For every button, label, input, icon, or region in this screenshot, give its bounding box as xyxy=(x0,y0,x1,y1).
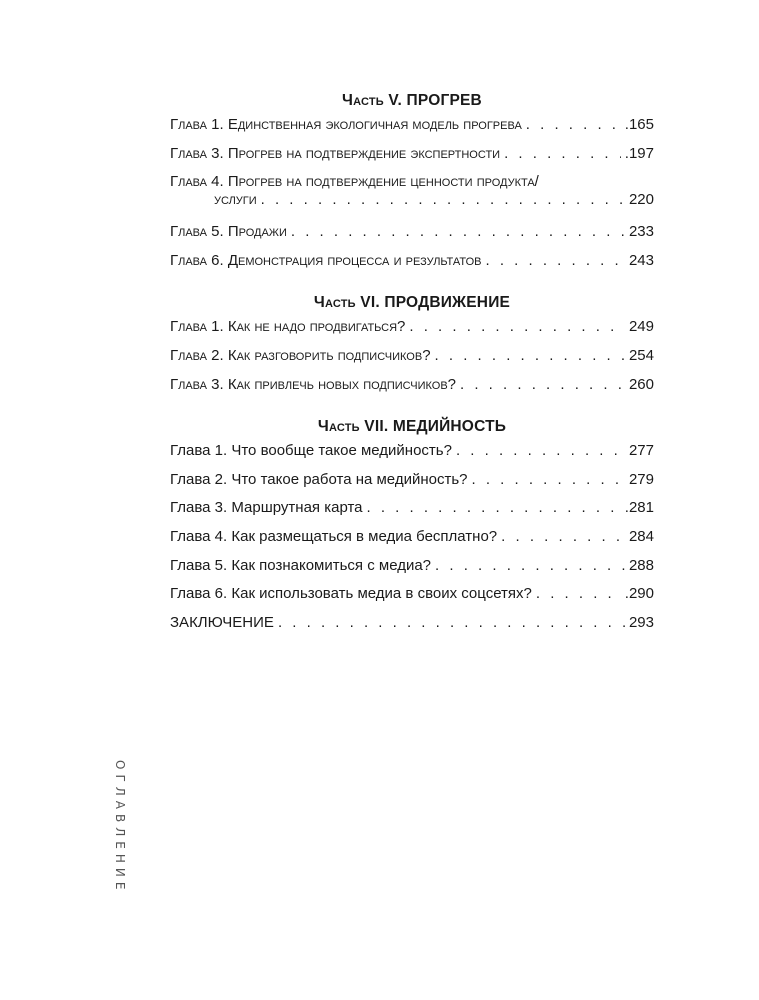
page-number: 279 xyxy=(628,470,654,488)
page-number: .281 xyxy=(624,499,654,517)
dot-leader xyxy=(456,442,625,460)
running-head: ОГЛАВЛЕНИЕ xyxy=(113,760,127,895)
toc-entry[interactable] xyxy=(170,173,654,223)
dot-leader xyxy=(486,252,625,270)
page-number: 293 xyxy=(628,613,654,631)
part-title: VII. МЕДИЙНОСТЬ xyxy=(364,418,507,436)
entry-label: Глава 2. Как разговорить подписчиков? xyxy=(170,346,431,364)
page-number: 277 xyxy=(628,442,654,460)
part-title: VI. ПРОДВИЖЕНИЕ xyxy=(360,294,511,312)
part-title: V. ПРОГРЕВ xyxy=(388,92,482,109)
dot-leader xyxy=(536,585,621,603)
toc-entry[interactable] xyxy=(170,252,654,281)
toc-entry[interactable] xyxy=(170,223,654,252)
part-heading-vii xyxy=(170,416,654,438)
toc-entry[interactable] xyxy=(170,528,654,557)
entry-label-line2: услуги xyxy=(214,191,257,209)
page-number: 220 xyxy=(628,191,654,209)
toc-entry[interactable] xyxy=(170,585,654,614)
entry-label: Глава 5. Продажи xyxy=(170,223,287,241)
dot-leader xyxy=(367,499,621,517)
dot-leader xyxy=(435,347,625,365)
toc-entry[interactable] xyxy=(170,347,654,376)
entry-label: ЗАКЛЮЧЕНИЕ xyxy=(170,613,274,631)
part-v-entries xyxy=(170,116,654,280)
toc-entry[interactable] xyxy=(170,318,654,347)
part-prefix: Часть xyxy=(313,294,356,312)
part-prefix: Часть xyxy=(342,92,384,109)
page-number: 284 xyxy=(628,527,654,545)
part-heading-vi xyxy=(170,292,654,314)
dot-leader xyxy=(504,145,621,163)
part-vii-entries xyxy=(170,442,654,642)
dot-leader xyxy=(501,528,625,546)
entry-label: Глава 1. Что вообще такое медийность? xyxy=(170,442,452,460)
page-number: 260 xyxy=(628,375,654,393)
entry-label: Глава 3. Маршрутная карта xyxy=(170,499,363,517)
dot-leader xyxy=(261,191,625,209)
entry-label-line1: Глава 4. Прогрев на подтверждение ценности продукта/ xyxy=(170,173,539,191)
page-number: 233 xyxy=(628,223,654,241)
page-number: .165 xyxy=(624,116,654,133)
entry-label: Глава 6. Как использовать медиа в своих соцсетях? xyxy=(170,585,532,603)
entry-label: Глава 5. Как познакомиться с медиа? xyxy=(170,556,432,574)
page-number: .197 xyxy=(624,144,654,162)
toc-entry[interactable] xyxy=(170,376,654,405)
toc-entry[interactable] xyxy=(170,471,654,500)
entry-label: Глава 2. Что такое работа на медийность? xyxy=(170,470,468,488)
toc-entry[interactable] xyxy=(170,116,654,145)
dot-leader xyxy=(526,116,621,134)
table-of-contents xyxy=(170,90,654,642)
page-number: 243 xyxy=(628,251,654,269)
toc-entry-conclusion[interactable] xyxy=(170,614,654,643)
entry-label: Глава 3. Прогрев на подтверждение экспертности xyxy=(170,144,501,162)
dot-leader xyxy=(460,376,625,394)
entry-label: Глава 6. Демонстрация процесса и результатов xyxy=(170,251,482,269)
page-number: .290 xyxy=(624,585,654,603)
dot-leader xyxy=(409,318,625,336)
page-number: 254 xyxy=(628,346,654,364)
toc-entry[interactable] xyxy=(170,499,654,528)
part-prefix: Часть xyxy=(317,418,360,436)
entry-label: Глава 3. Как привлечь новых подписчиков? xyxy=(170,375,457,393)
toc-entry[interactable] xyxy=(170,145,654,174)
dot-leader xyxy=(291,223,625,241)
toc-entry[interactable] xyxy=(170,557,654,586)
dot-leader xyxy=(278,614,625,632)
entry-label: Глава 1. Как не надо продвигаться? xyxy=(170,318,406,336)
dot-leader xyxy=(471,471,624,489)
part-vi-entries xyxy=(170,318,654,404)
page-number: 288 xyxy=(628,556,654,574)
entry-label: Глава 4. Как размещаться в медиа бесплатно? xyxy=(170,527,498,545)
toc-entry[interactable] xyxy=(170,442,654,471)
dot-leader xyxy=(435,557,625,575)
part-heading-v xyxy=(170,90,654,112)
entry-label: Глава 1. Единственная экологичная модель прогрева xyxy=(170,116,522,133)
page-number: 249 xyxy=(628,318,654,336)
